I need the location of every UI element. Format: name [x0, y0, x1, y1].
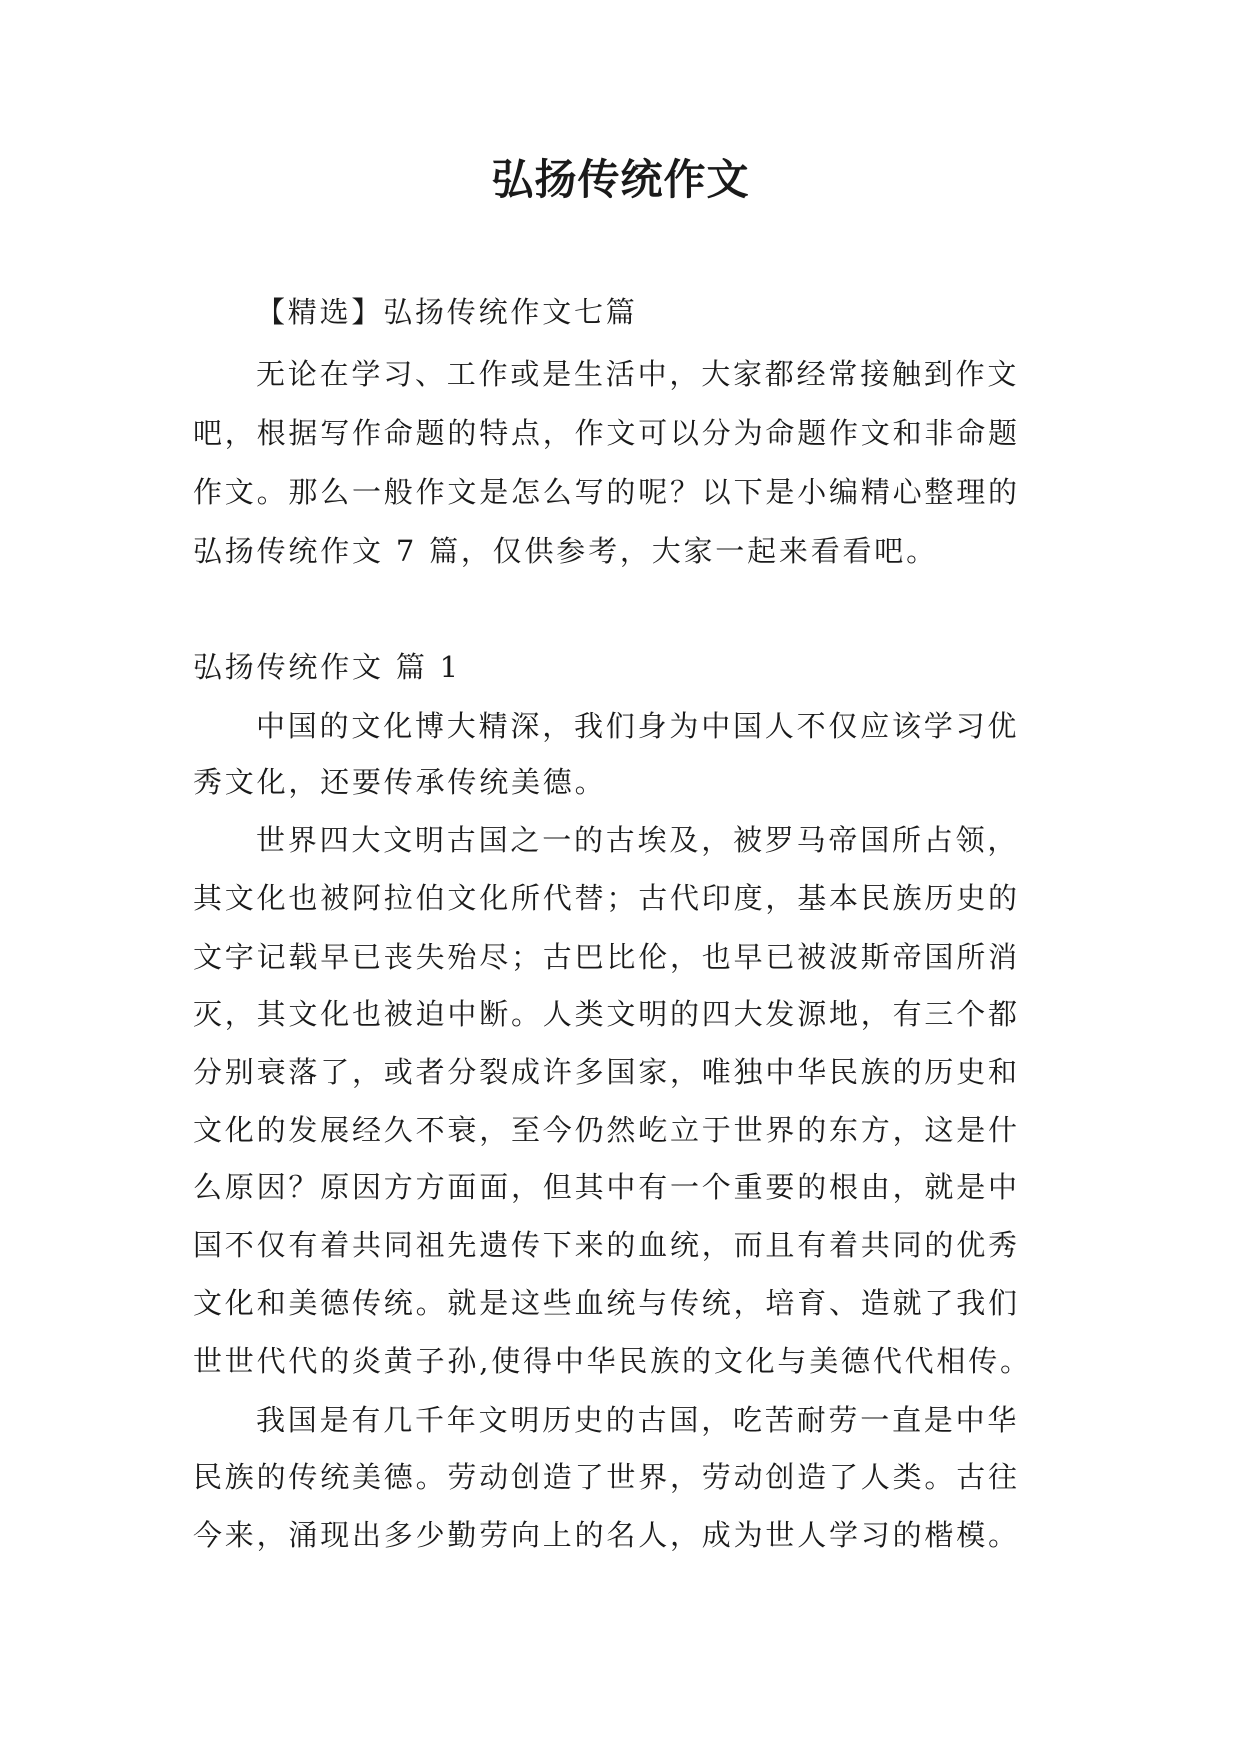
section-heading: 弘扬传统作文 篇 1	[193, 650, 461, 684]
paragraph-line: 今来，涌现出多少勤劳向上的名人，成为世人学习的楷模。	[193, 1518, 1020, 1552]
paragraph-line: 秀文化，还要传承传统美德。	[193, 765, 607, 799]
document-title: 弘扬传统作文	[491, 155, 750, 204]
intro-line: 弘扬传统作文 7 篇，仅供参考，大家一起来看看吧。	[193, 534, 938, 568]
paragraph-line: 世界四大文明古国之一的古埃及，被罗马帝国所占领，	[256, 823, 1020, 857]
paragraph-line: 世世代代的炎黄子孙,使得中华民族的文化与美德代代相传。	[193, 1344, 1032, 1378]
intro-line: 作文。那么一般作文是怎么写的呢？以下是小编精心整理的	[193, 475, 1020, 509]
intro-line: 无论在学习、工作或是生活中，大家都经常接触到作文	[256, 357, 1020, 391]
paragraph-line: 灭，其文化也被迫中断。人类文明的四大发源地，有三个都	[193, 997, 1020, 1031]
paragraph-line: 文化的发展经久不衰，至今仍然屹立于世界的东方，这是什	[193, 1113, 1020, 1147]
paragraph-line: 文字记载早已丧失殆尽；古巴比伦，也早已被波斯帝国所消	[193, 940, 1020, 974]
document-subtitle: 【精选】弘扬传统作文七篇	[256, 295, 638, 329]
intro-line: 吧，根据写作命题的特点，作文可以分为命题作文和非命题	[193, 416, 1020, 450]
paragraph-line: 其文化也被阿拉伯文化所代替；古代印度，基本民族历史的	[193, 881, 1020, 915]
paragraph-line: 我国是有几千年文明历史的古国，吃苦耐劳一直是中华	[256, 1403, 1020, 1437]
paragraph-line: 文化和美德传统。就是这些血统与传统，培育、造就了我们	[193, 1286, 1020, 1320]
paragraph-line: 民族的传统美德。劳动创造了世界，劳动创造了人类。古往	[193, 1460, 1020, 1494]
paragraph-line: 国不仅有着共同祖先遗传下来的血统，而且有着共同的优秀	[193, 1228, 1020, 1262]
paragraph-line: 么原因？原因方方面面，但其中有一个重要的根由，就是中	[193, 1170, 1020, 1204]
paragraph-line: 中国的文化博大精深，我们身为中国人不仅应该学习优	[256, 709, 1020, 743]
paragraph-line: 分别衰落了，或者分裂成许多国家，唯独中华民族的历史和	[193, 1055, 1020, 1089]
